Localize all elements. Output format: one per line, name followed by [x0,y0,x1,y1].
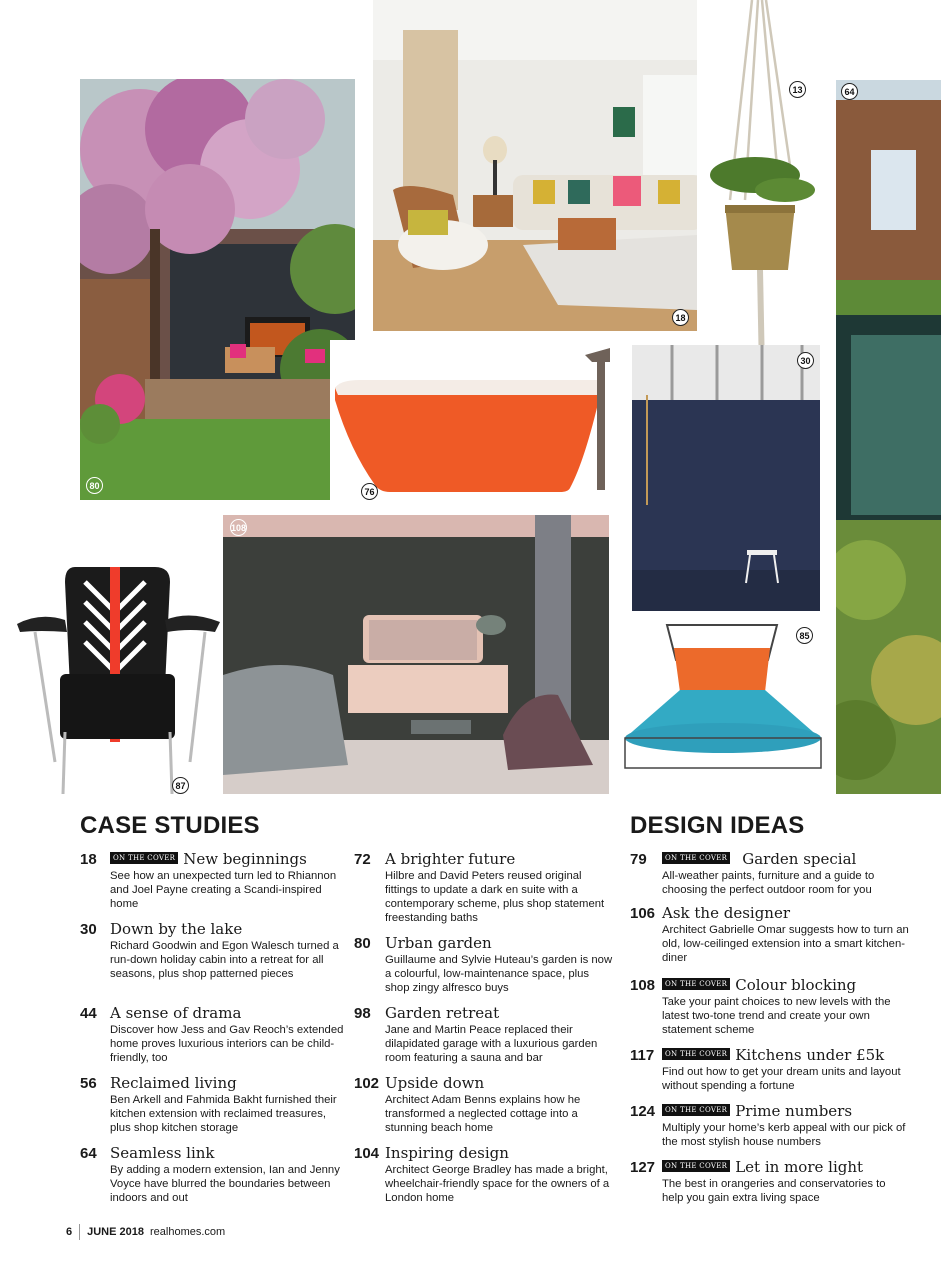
page-badge: 13 [789,81,806,98]
on-the-cover-tag: ON THE COVER [662,1104,730,1116]
entry-title: Urban garden [385,934,492,952]
entry-description: Multiply your home’s kerb appeal with our pick of the most stylish house numbers [662,1122,906,1148]
contents-entry[interactable] [630,1046,910,1102]
entry-title: Garden special [742,850,857,868]
entry-title: Down by the lake [110,920,243,938]
page-number: 56 [80,1075,97,1092]
contents-entry[interactable] [80,920,345,1004]
design-ideas-column [630,850,910,1214]
entry-title: A sense of drama [110,1004,242,1022]
photo-urban-garden [80,79,355,500]
page-badge: 30 [797,352,814,369]
contents-entry[interactable] [630,1158,910,1214]
contents-entry[interactable] [630,1102,910,1158]
photo-hanging-planter [700,0,832,372]
photo-living-room [373,0,697,331]
page-badge: 85 [796,627,813,644]
entry-title: A brighter future [385,850,516,868]
page-badge: 87 [172,777,189,794]
on-the-cover-tag: ON THE COVER [110,852,178,864]
entry-description: All-weather paints, furniture and a guide to choosing the perfect outdoor room for you [662,870,875,896]
entry-description: Architect Adam Benns explains how he transformed a neglected cottage into a stunning beach home [385,1094,581,1134]
contents-entry[interactable] [354,1004,614,1074]
page-badge: 80 [86,477,103,494]
page-number: 117 [630,1047,655,1064]
entry-title: Ask the designer [662,904,791,922]
entry-description: Architect George Bradley has made a bright, wheelchair-friendly space for the owners of a London home [385,1164,610,1204]
entry-description: Find out how to get your dream units and layout without spending a fortune [662,1066,901,1092]
folio-number: 6 [66,1226,73,1238]
entry-description: The best in orangeries and conservatories to help you gain extra living space [662,1178,886,1204]
page-badge: 108 [230,519,247,536]
entry-title: New beginnings [183,850,307,868]
case-studies-column-1 [80,850,345,1204]
page-number: 108 [630,977,656,994]
on-the-cover-tag: ON THE COVER [662,1048,730,1060]
page-number: 64 [80,1145,97,1162]
entry-title: Reclaimed living [110,1074,237,1092]
on-the-cover-tag: ON THE COVER [662,1160,730,1172]
entry-description: See how an unexpected turn led to Rhiannon and Joel Payne creating a Scandi-inspired home [110,870,337,910]
entry-title: Garden retreat [385,1004,500,1022]
entry-title: Colour blocking [735,976,857,994]
entry-title: Upside down [385,1074,485,1092]
footer-divider [79,1224,80,1240]
case-studies-column-2 [354,850,614,1204]
page-badge: 18 [672,309,689,326]
entry-title: Kitchens under £5k [735,1046,885,1064]
entry-description: Guillaume and Sylvie Huteau’s garden is now a colourful, low-maintenance space, plus shop zingy alfresco buys [385,954,613,994]
entry-description: Architect Gabrielle Omar suggests how to turn an old, low-ceilinged extension into a smart kitchen-diner [662,924,909,964]
page-number: 102 [354,1075,380,1092]
page-number: 30 [80,921,97,938]
page-number: 98 [354,1005,371,1022]
contents-entry[interactable] [354,850,614,934]
entry-title: Inspiring design [385,1144,509,1162]
page-number: 124 [630,1103,656,1120]
page-number: 18 [80,851,97,868]
contents-entry[interactable] [354,1144,614,1204]
contents-entry[interactable] [80,850,345,920]
case-studies-heading: CASE STUDIES [80,812,260,839]
entry-description: Hilbre and David Peters reused original fittings to update a dark en suite with a contemporary scheme, plus shop statement freestanding baths [385,870,605,924]
page-number: 79 [630,851,647,868]
entry-title: Seamless link [110,1144,215,1162]
contents-entry[interactable] [354,934,614,1004]
page-badge: 64 [841,83,858,100]
entry-description: Ben Arkell and Fahmida Bakht furnished their kitchen extension with reclaimed treasures, plus shop kitchen storage [110,1094,337,1134]
contents-entry[interactable] [80,1004,345,1074]
on-the-cover-tag: ON THE COVER [662,852,730,864]
design-ideas-heading: DESIGN IDEAS [630,812,805,839]
issue-date: JUNE 2018 [87,1226,144,1238]
contents-entry[interactable] [630,976,910,1046]
page-badge: 76 [361,483,378,500]
page-number: 80 [354,935,371,952]
entry-title: Prime numbers [735,1102,853,1120]
photo-pink-bedroom [223,515,609,794]
photo-blue-shower [632,345,820,611]
entry-description: By adding a modern extension, Ian and Jenny Voyce have blurred the boundaries between indoors and out [110,1164,340,1204]
page-number: 72 [354,851,371,868]
photo-lampshade [620,620,826,782]
page-number: 127 [630,1159,656,1176]
entry-description: Richard Goodwin and Egon Walesch turned a run-down holiday cabin into a retreat for all seasons, plus shop patterned pieces [110,940,339,980]
contents-entry[interactable] [630,904,910,976]
website-link[interactable]: realhomes.com [150,1226,226,1238]
photo-striped-chair [15,562,220,802]
contents-entry[interactable] [80,1144,345,1204]
contents-entry[interactable] [80,1074,345,1144]
contents-entry[interactable] [630,850,910,904]
page-footer [66,1224,225,1240]
entry-description: Take your paint choices to new levels with the latest two-tone trend and create your own statement scheme [662,996,891,1036]
entry-description: Discover how Jess and Gav Reoch’s extended home proves luxurious interiors can be child-friendly, too [110,1024,344,1064]
page-number: 44 [80,1005,97,1022]
page-number: 106 [630,905,656,922]
entry-description: Jane and Martin Peace replaced their dilapidated garage with a luxurious garden room featuring a sauna and bar [385,1024,598,1064]
entry-title: Let in more light [735,1158,864,1176]
on-the-cover-tag: ON THE COVER [662,978,730,990]
photo-orange-bath [330,340,620,505]
photo-seamless-link [836,80,941,794]
page-number: 104 [354,1145,380,1162]
contents-entry[interactable] [354,1074,614,1144]
